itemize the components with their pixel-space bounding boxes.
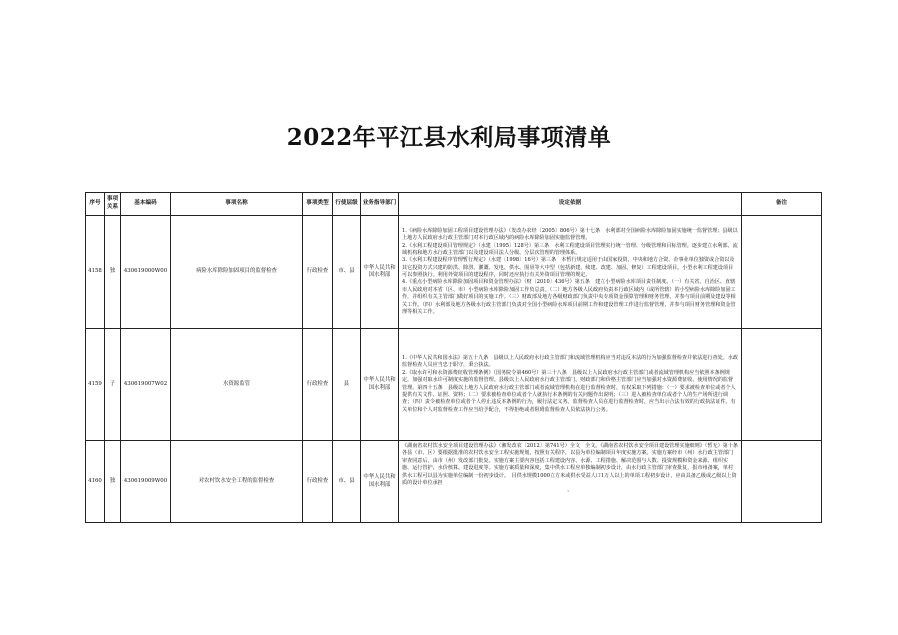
basis-paragraph: 1.《病险水库除险加固工程项目建设管理办法》（发改办农经〔2005〕806号）第十七条 水利部对全国病险水库除险加固实施统一监督管理；县级以上地方人民政府水行政主管部门对本行政区域内的病险水库除险加固实施监督管理。 bbox=[402, 227, 738, 242]
header-basis: 设定依据 bbox=[399, 193, 742, 216]
cell-seq: 4159 bbox=[86, 329, 105, 441]
cell-level: 县 bbox=[333, 329, 361, 441]
cell-type: 行政检查 bbox=[303, 329, 333, 441]
cell-code: 430619000W00 bbox=[121, 216, 171, 329]
cell-note bbox=[742, 216, 822, 329]
header-code: 基本编码 bbox=[121, 193, 171, 216]
cell-dept: 中华人民共和国水利部 bbox=[361, 329, 399, 441]
cell-seq: 4160 bbox=[86, 441, 105, 523]
cell-dept: 中华人民共和国水利部 bbox=[361, 441, 399, 523]
cell-basis bbox=[399, 441, 742, 523]
cell-level: 市、县 bbox=[333, 216, 361, 329]
basis-paragraph: 3.《水利工程建设程序管理暂行规定》（水建〔1998〕16号）第三条 本暂行规定适用于由国家投资、中央和地方合资、企事业单位独资或合资以及其它投资方式兴建的防洪、除涝、灌溉、发电、供水、围垦等大中型（包括新建、续建、改建、加固、修复）工程建设项目。小型水利工程建设项目可以参照执行。利用外资项目的建设程序，同时还应执行有关外资项目管理的规定。 bbox=[402, 257, 735, 278]
table-row bbox=[86, 329, 822, 441]
cell-name: 病险水库除险加固项目的监督检查 bbox=[171, 216, 303, 329]
basis-paragraph: 2.《取水许可和水资源费征收管理条例》（国务院令第460号）第三十八条 县级以上人民政府水行政主管部门或者流域管理机构应当依照本条例规定，加强对取水许可制度实施的监督管理。县级以上人民政府水行政主管部门、财政部门和价格主管部门应当加强对水资源费征收、使用情况的监督管理。第四十五条 县级以上地方人民政府水行政主管部门或者流域管理机构在进行监督检查时，有权采取下列措施：（一）要求被检查单位或者个人提供有关文件、证照、资料；（二）要求被检查单位或者个人就执行本条例的有关问题作出说明；（三）进入被检查单位或者个人的生产场所进行调查；（四）责令被检查单位或者个人停止违反本条例的行为，履行法定义务。监督检查人员在进行监督检查时，应当出示合法有效的行政执法证件。有关单位和个人对监督检查工作应当给予配合，不得拒绝或者阻碍监督检查人员依法执行公务。 bbox=[402, 369, 736, 413]
table-row bbox=[86, 216, 822, 329]
basis-paragraph: 1.《中华人民共和国水法》第五十九条 县级以上人民政府水行政主管部门和流域管理机构应当对违反本法的行为加强监督检查并依法进行查处。水政监督检查人员应当忠于职守，秉公执法。 bbox=[402, 355, 738, 369]
cell-relation: 子 bbox=[105, 329, 121, 441]
basis-paragraph: 2.《水利工程建设项目管理规定》（水建〔1995〕128号）第三条 水利工程建设项目管理实行统一管理、分级管理和目标管理。逐步建立水利部、流域机构和地方水行政主管部门以及建设项目法人分级、分层次管理的管理体系。 bbox=[402, 242, 738, 256]
cell-code: 430619007W02 bbox=[121, 329, 171, 441]
header-type: 事项类型 bbox=[303, 193, 333, 216]
cell-seq: 4158 bbox=[86, 216, 105, 329]
header-seq: 序号 bbox=[86, 193, 105, 216]
header-relation: 事项关系 bbox=[105, 193, 121, 216]
cell-basis bbox=[399, 216, 742, 329]
header-dept: 业务指导部门 bbox=[361, 193, 399, 216]
cell-note bbox=[742, 441, 822, 523]
basis-continuation: 。 bbox=[567, 487, 573, 494]
document-title: 2022年平江县水利局事项清单 bbox=[286, 124, 612, 151]
table-header-row bbox=[86, 193, 822, 216]
cell-type: 行政检查 bbox=[303, 216, 333, 329]
cell-note bbox=[742, 329, 822, 441]
cell-relation: 独 bbox=[105, 216, 121, 329]
cell-level: 市、县 bbox=[333, 441, 361, 523]
cell-relation: 独 bbox=[105, 441, 121, 523]
cell-name: 对农村饮水安全工程的监督检查 bbox=[171, 441, 303, 523]
cell-name: 水资源监管 bbox=[171, 329, 303, 441]
header-name: 事项名称 bbox=[171, 193, 303, 216]
table-row bbox=[86, 441, 822, 523]
matters-table bbox=[85, 192, 822, 523]
header-note: 备注 bbox=[742, 193, 822, 216]
cell-type: 行政检查 bbox=[303, 441, 333, 523]
basis-paragraph: 《湖南省农村饮水安全项目建设管理办法》（湘发改农〔2012〕第741号）全文 全文。《湖南省农村饮水安全项目建设管理实施细则》（暂无）第十条 各县（市、区）要根据批准的农村饮水安全工程实施规划，按照有关程序，以县为单位编制项目年度实施方案。实施方案经市（州）水行政主管部门审查同意后，由市（州）发改部门批复。实施方案主要内容包括工程建设内容、水源、工程措施、解决范围与人数、投资规模和资金来源、组织实施、运行管护、水价核算、建设进度等。实施方案质量和深度，集中供水工程应单独编制初步设计，由水行政主管部门审查批复，报市州备案，单村供水工程可以县为实施单位编制一份初步设计。 目供水规模1000立方米或供水受益人口1万人以上的单项工程初步设计，应由具备乙级或乙级以上资质的设计单位承担 bbox=[402, 443, 744, 486]
cell-code: 430619009W00 bbox=[121, 441, 171, 523]
cell-dept: 中华人民共和国水利部 bbox=[361, 216, 399, 329]
basis-paragraph: 4.《重点小型病险水库除险加固项目和资金管理办法》（财〔2010〕436号）第五条 建立小型病险水库项目责任制度。（一）有关省、自治区、直辖市人民政府对本省（区、市）小型病险水库除险加固工作负总责。（二）地方各级人民政府负责本行政区域内（或所管辖）的小型病险水库除险加固工作，并组织有关主管部门做好项目的实施工作。（三）财政部及地方各级财政部门负责中央专项资金预算管理和财务管理，并参与项目前期及建设等相关工作。（四）水利部及地方各级水行政主管部门负责对全国小型病险水库项目前期工作和建设管理工作进行监督管理，并参与项目财务管理和资金管理等相关工作。 bbox=[402, 279, 736, 315]
cell-basis bbox=[399, 329, 742, 441]
header-level: 行使层级 bbox=[333, 193, 361, 216]
